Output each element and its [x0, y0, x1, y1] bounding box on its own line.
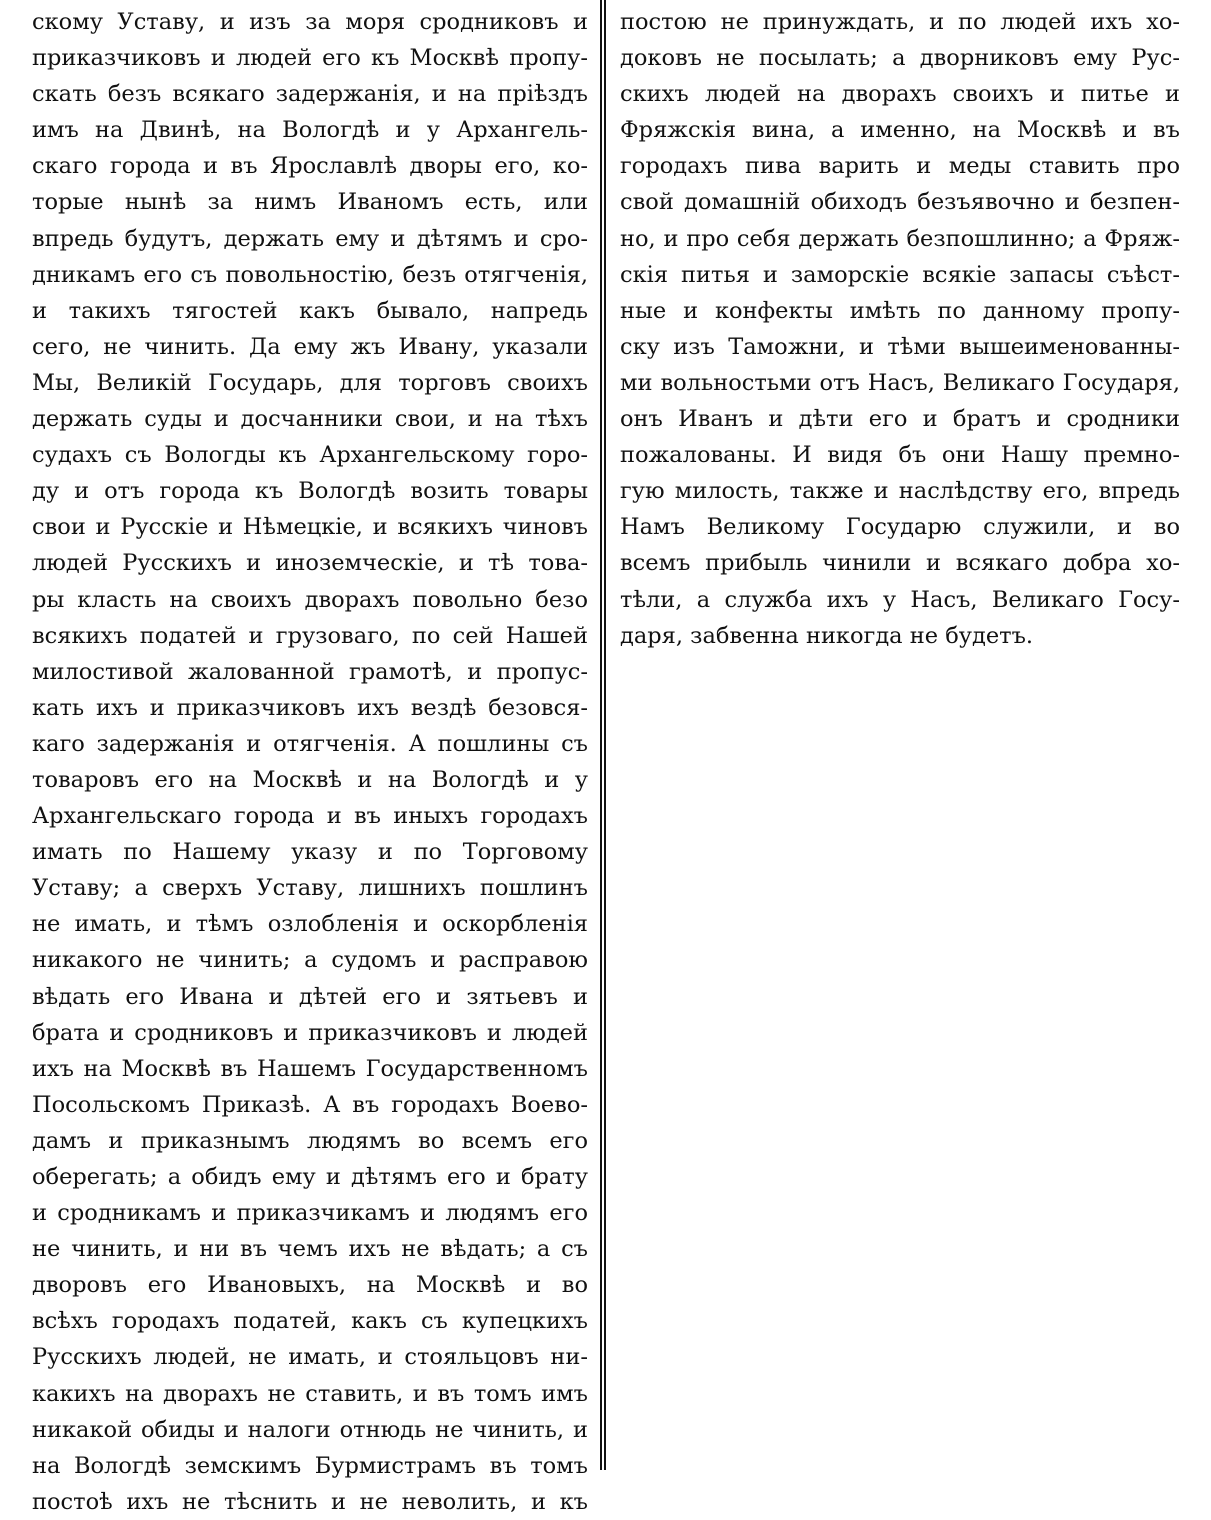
text-line: брата и сродниковъ и приказчиковъ и людей [32, 1019, 588, 1046]
text-line: не чинить, и ни въ чемъ ихъ не вѣдать; а съ [32, 1236, 588, 1263]
text-line: но, и про себя держать безпошлинно; а Фряж- [620, 225, 1180, 252]
text-line: тѣли, а служба ихъ у Насъ, Великаго Госу- [620, 586, 1180, 613]
text-line: даря, забвенна никогда не будетъ. [620, 622, 1034, 649]
left-text-column [32, 4, 588, 1520]
text-line: Русскихъ людей, не имать, и стояльцовъ ни- [32, 1344, 588, 1371]
text-line: каго задержанія и отягченія. А пошлины съ [32, 730, 588, 757]
text-line: Намъ Великому Государю служили, и во [620, 514, 1180, 541]
text-line: какихъ на дворахъ не ставить, и въ томъ имъ [32, 1380, 588, 1407]
text-line: впредь будутъ, держать ему и дѣтямъ и сро- [32, 225, 588, 252]
text-line: скія питья и заморскіе всякіе запасы съѣст- [620, 261, 1180, 288]
text-line: всякихъ податей и грузоваго, по сей Нашей [32, 622, 588, 649]
text-line: всѣхъ городахъ податей, какъ съ купецкихъ [32, 1308, 588, 1335]
text-line: не имать, и тѣмъ озлобленія и оскорбленія [32, 911, 588, 938]
text-line: имать по Нашему указу и по Торговому [32, 839, 588, 866]
text-line: держать суды и досчанники свои, и на тѣхъ [32, 406, 588, 433]
text-line: скать безъ всякаго задержанія, и на пріѣздъ [32, 81, 588, 108]
text-line: кать ихъ и приказчиковъ ихъ вездѣ безовся- [32, 694, 588, 721]
text-line: никакой обиды и налоги отнюдь не чинить, и [32, 1416, 588, 1443]
text-line: скому Уставу, и изъ за моря сродниковъ и [32, 9, 588, 35]
right-text-column [620, 4, 1180, 654]
text-line: всемъ прибыль чинили и всякаго добра хо- [620, 550, 1180, 577]
text-line: приказчиковъ и людей его къ Москвѣ пропу- [32, 45, 588, 72]
text-line: и такихъ тягостей какъ бывало, напредь [32, 297, 588, 324]
text-line: свой домашній обиходъ безъявочно и безпен- [620, 189, 1180, 216]
text-line: городахъ пива варить и меды ставить про [620, 153, 1180, 180]
text-line: Уставу; а сверхъ Уставу, лишнихъ пошлинъ [32, 875, 588, 902]
text-line: дамъ и приказнымъ людямъ во всемъ его [32, 1127, 588, 1154]
text-line: ску изъ Таможни, и тѣми вышеименованны- [620, 333, 1180, 360]
text-line: ные и конфекты имѣть по данному пропу- [620, 297, 1180, 324]
text-line: Посольскомъ Приказѣ. А въ городахъ Воево- [32, 1091, 588, 1118]
text-line: людей Русскихъ и иноземческіе, и тѣ това- [32, 550, 588, 577]
text-line: на Вологдѣ земскимъ Бурмистрамъ въ томъ [32, 1452, 588, 1479]
text-line: товаровъ его на Москвѣ и на Вологдѣ и у [32, 766, 588, 793]
text-line: дворовъ его Ивановыхъ, на Москвѣ и во [32, 1272, 588, 1299]
text-line: ми вольностьми отъ Насъ, Великаго Государя, [620, 369, 1180, 396]
text-line: никакого не чинить; а судомъ и расправою [32, 947, 588, 974]
text-line: оберегать; а обидъ ему и дѣтямъ его и брату [32, 1164, 588, 1190]
text-line: торые нынѣ за нимъ Иваномъ есть, или [32, 189, 588, 216]
text-line: вѣдать его Ивана и дѣтей его и зятьевъ и [32, 983, 588, 1010]
text-line: милостивой жалованной грамотѣ, и пропус- [32, 658, 588, 685]
text-line: постоѣ ихъ не тѣснить и не неволить, и къ [32, 1488, 588, 1515]
text-line: ду и отъ города къ Вологдѣ возить товары [32, 478, 588, 505]
text-line: имъ на Двинѣ, на Вологдѣ и у Архангель- [32, 117, 588, 144]
text-line: Фряжскія вина, а именно, на Москвѣ и въ [620, 117, 1180, 144]
text-line: Архангельскаго города и въ иныхъ городахъ [32, 803, 588, 830]
text-line: и сродникамъ и приказчикамъ и людямъ его [32, 1200, 588, 1227]
text-line: онъ Иванъ и дѣти его и братъ и сродники [620, 406, 1180, 433]
text-line: ихъ на Москвѣ въ Нашемъ Государственномъ [32, 1055, 588, 1082]
text-line: скаго города и въ Ярославлѣ дворы его, ко- [32, 153, 588, 180]
text-line: пожалованы. И видя бъ они Нашу премно- [620, 442, 1180, 469]
text-line: скихъ людей на дворахъ своихъ и питье и [620, 81, 1180, 108]
column-divider [600, 0, 606, 1470]
text-line: доковъ не посылать; а дворниковъ ему Рус- [620, 45, 1180, 72]
text-line: сего, не чинить. Да ему жъ Ивану, указали [32, 333, 588, 360]
text-line: гую милость, также и наслѣдству его, впредь [620, 478, 1180, 505]
text-line: ры класть на своихъ дворахъ повольно безо [32, 586, 588, 613]
text-line: свои и Русскіе и Нѣмецкіе, и всякихъ чиновъ [32, 514, 588, 541]
text-line: судахъ съ Вологды къ Архангельскому горо- [32, 442, 588, 469]
text-line: дникамъ его съ повольностію, безъ отягченія, [32, 261, 588, 288]
text-line: постою не принуждать, и по людей ихъ хо- [620, 9, 1180, 35]
text-line: Мы, Великій Государь, для торговъ своихъ [32, 369, 588, 396]
